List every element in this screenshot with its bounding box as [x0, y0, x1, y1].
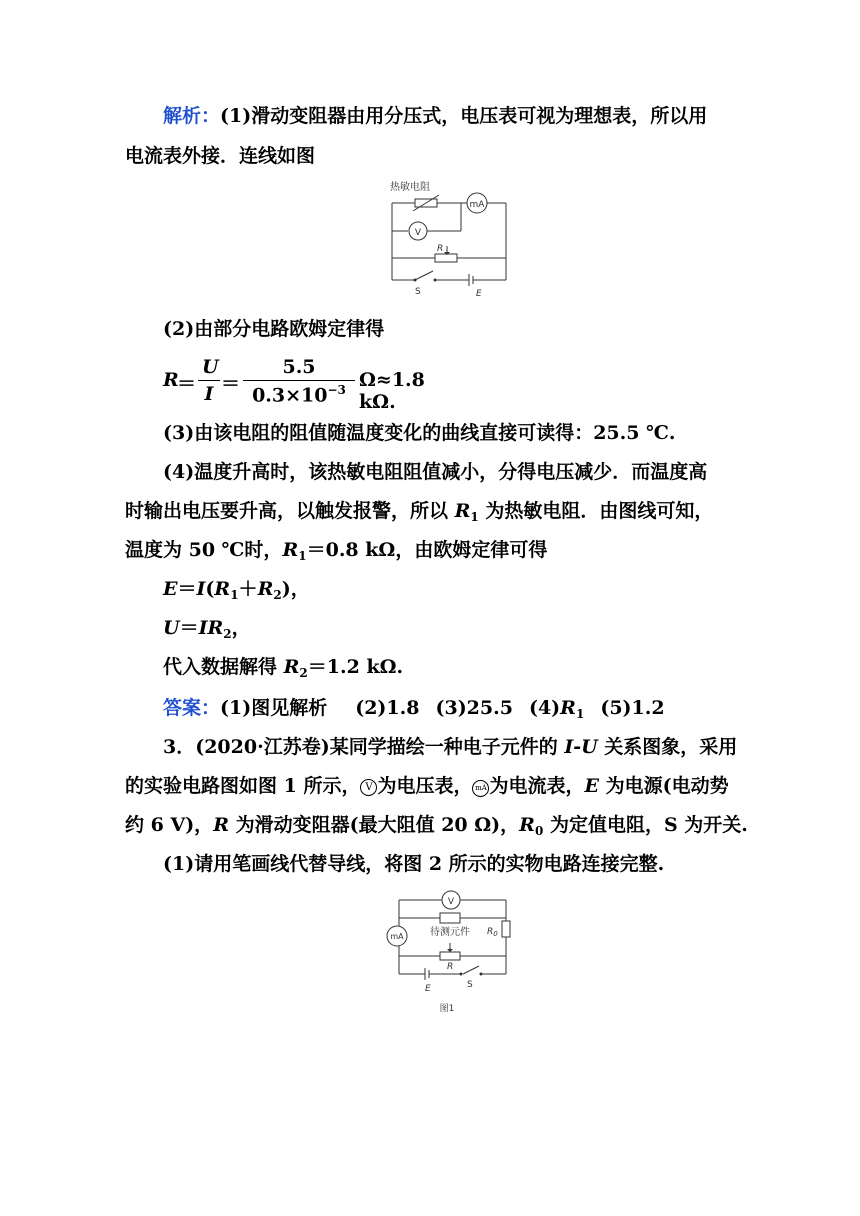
voltmeter-symbol-text: V [365, 782, 373, 793]
thermistor-label: 热敏电阻 [390, 182, 430, 193]
answer-4-sub: 1 [575, 707, 585, 721]
part-4-line-2 [125, 499, 755, 529]
answer-3: (3)25.5 [435, 697, 513, 719]
solution-line-1 [163, 104, 753, 128]
solution-text-1: (1)滑动变阻器由用分压式，电压表可视为理想表，所以用 [220, 105, 708, 127]
eq-equals-1: ＝ [177, 373, 197, 395]
eq-result: Ω≈1.8 kΩ. [359, 369, 425, 413]
q3-text-d: 为电压表， [377, 775, 473, 797]
solution-line-2: 电流表外接．连线如图 [125, 145, 316, 167]
answer-5: (5)1.2 [600, 697, 665, 719]
voltmeter-symbol [360, 779, 377, 796]
milliammeter-symbol-text: mA [475, 784, 487, 792]
eq-e-r1-sub: 1 [230, 588, 239, 602]
fig1-battery-label: E [425, 984, 431, 994]
equation-u [163, 616, 753, 646]
question-3-line-3 [125, 813, 755, 843]
answer-1: (1)图见解析 [220, 697, 328, 719]
eq-e-open: ( [205, 578, 215, 600]
rheostat-label: R [437, 244, 444, 254]
battery-label: E [476, 289, 482, 299]
thermistor-circuit-figure [385, 176, 515, 300]
question-3-part-1: (1)请用笔画线代替导线，将图 2 所示的实物电路连接完整. [163, 853, 665, 875]
fig1-component-label: 待测元件 [430, 927, 470, 938]
q3-text-c: 的实验电路图如图 1 所示， [125, 775, 361, 797]
part-4-line-1: (4)温度升高时，该热敏电阻阻值减小，分得电压减少．而温度高 [163, 461, 708, 483]
voltmeter-label: V [414, 228, 422, 238]
eq-u: U [198, 356, 220, 381]
q3-r0-sub: 0 [534, 824, 544, 838]
question-3-line-2 [125, 774, 755, 798]
q3-text-f: 为电源(电动势 [598, 775, 729, 797]
eq-u-equals: ＝ [179, 617, 199, 639]
experiment-circuit-figure [383, 888, 515, 1016]
answer-line [163, 696, 753, 726]
part-4-line-3 [125, 538, 755, 568]
fig1-r0-label: $R_0$ [487, 927, 498, 938]
part-4-r-sub: 1 [470, 510, 479, 524]
eq-fraction-value [243, 356, 355, 406]
part-4-text-d: ＝0.8 kΩ，由欧姆定律可得 [306, 539, 548, 561]
eq-fraction-ui [198, 356, 220, 405]
eq-u-ir-sub: 2 [223, 627, 232, 641]
q3-text-b: 关系图象，采用 [597, 736, 738, 758]
answer-4: (4) [528, 697, 561, 719]
eq-e-close: )， [281, 578, 310, 600]
solution-label: 解析： [163, 105, 221, 127]
eq-numerator: 5.5 [243, 356, 355, 381]
q3-r0: R [519, 814, 535, 836]
eq-e-plus: ＋ [238, 578, 258, 600]
equation-r2 [163, 655, 753, 685]
milliammeter-label: mA [469, 200, 485, 210]
switch-label: S [415, 287, 421, 297]
q3-iu: I-U [564, 736, 598, 758]
eq-r2-post: ＝1.2 kΩ. [307, 656, 404, 678]
ohm-equation [163, 356, 463, 413]
q3-e: E [584, 775, 599, 797]
eq-e-symbol: E [163, 578, 178, 600]
eq-r2-sub: 2 [299, 666, 308, 680]
eq-r: R [163, 369, 179, 391]
fig1-voltmeter-label: V [447, 897, 455, 907]
q3-text-g: 约 6 V)， [125, 814, 214, 836]
eq-i: I [204, 383, 214, 405]
fig1-caption: 图1 [439, 1004, 455, 1014]
fig1-rheostat-label: R [447, 962, 454, 972]
part-4-r-2-sub: 1 [298, 549, 307, 563]
eq-e-r1: R [214, 578, 231, 600]
part-2-line: (2)由部分电路欧姆定律得 [163, 318, 385, 340]
eq-u-ir: IR [198, 617, 224, 639]
q3-text-a: 3．(2020·江苏卷)某同学描绘一种电子元件的 [163, 736, 565, 758]
eq-denominator: 0.3×10 [252, 384, 328, 407]
eq-e-equals: ＝ [177, 578, 197, 600]
eq-e-i: I [196, 578, 206, 600]
fig1-milliammeter-label: mA [390, 932, 404, 941]
eq-equals-2: ＝ [221, 373, 241, 395]
q3-r: R [213, 814, 229, 836]
fig1-switch-label: S [467, 980, 473, 990]
milliammeter-symbol [472, 780, 489, 797]
eq-u-end: ， [231, 617, 251, 639]
answer-4-r: R [560, 697, 576, 719]
q3-text-h: 为滑动变阻器(最大阻值 20 Ω)， [228, 814, 520, 836]
part-3-line: (3)由该电阻的阻值随温度变化的曲线直接可读得：25.5 ℃. [163, 422, 676, 444]
eq-e-r2-sub: 2 [273, 588, 282, 602]
answer-label: 答案： [163, 697, 221, 719]
eq-r2-pre: 代入数据解得 [163, 656, 284, 678]
eq-r2-r: R [283, 656, 300, 678]
part-4-r-2: R [282, 539, 299, 561]
part-4-text-c: 温度为 50 ℃时， [125, 539, 283, 561]
part-4-text-a: 时输出电压要升高，以触发报警，所以 [125, 500, 455, 522]
eq-e-r2: R [257, 578, 274, 600]
equation-e [163, 577, 753, 607]
q3-text-e: 为电流表， [489, 775, 585, 797]
eq-u-symbol: U [163, 617, 180, 639]
q3-text-i: 为定值电阻，S 为开关. [543, 814, 748, 836]
eq-exponent: −3 [327, 383, 346, 397]
part-4-text-b: 为热敏电阻．由图线可知， [478, 500, 714, 522]
question-3-line-1 [163, 735, 753, 759]
answer-2: (2)1.8 [355, 697, 420, 719]
part-4-r: R [454, 500, 471, 522]
